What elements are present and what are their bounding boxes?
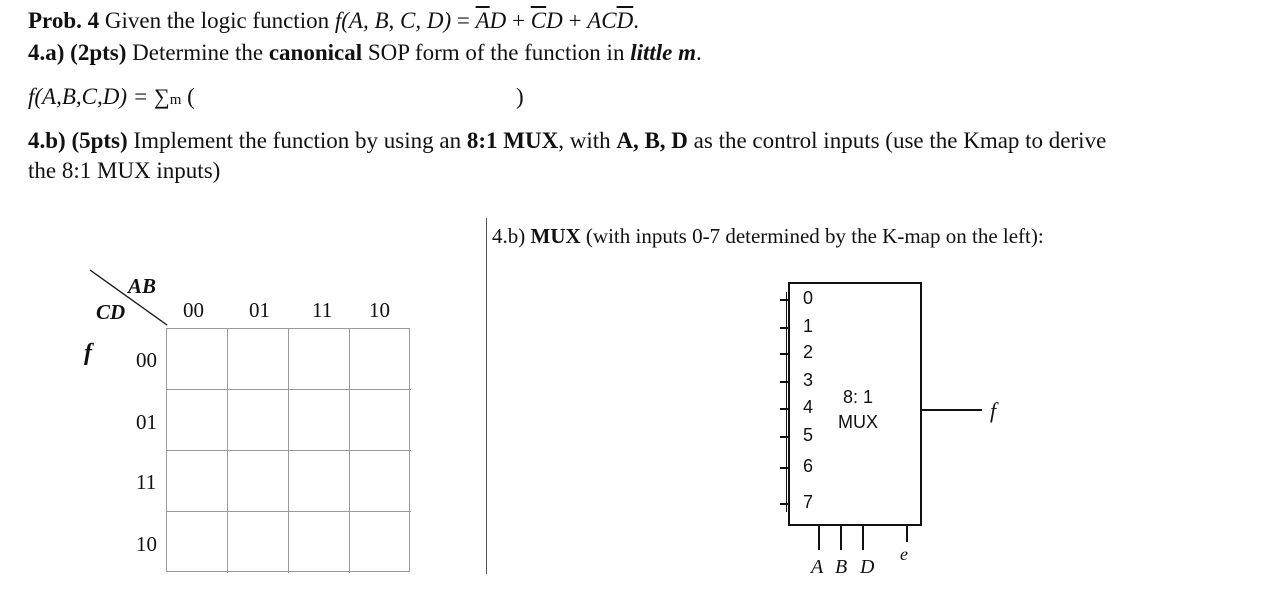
mux-input-label: 3 bbox=[803, 370, 814, 390]
kmap-cell[interactable] bbox=[350, 512, 411, 573]
kmap-cell[interactable] bbox=[228, 390, 289, 451]
mux-select-line-a bbox=[818, 526, 820, 550]
kmap-col-header: 01 bbox=[249, 298, 270, 322]
part-a-text-before: Determine the bbox=[132, 40, 264, 65]
kmap-col-var: AB bbox=[128, 274, 157, 298]
kmap-col-header: 10 bbox=[369, 298, 390, 322]
header-end: . bbox=[633, 8, 639, 33]
mux-input-label: 5 bbox=[803, 425, 814, 445]
kmap-col-header: 00 bbox=[183, 298, 204, 322]
kmap-row-header: 01 bbox=[136, 410, 157, 434]
sop-line bbox=[28, 84, 195, 110]
mux-enable-line bbox=[906, 526, 908, 542]
mux-input-label: 1 bbox=[803, 316, 814, 336]
kmap-cell[interactable] bbox=[167, 390, 228, 451]
kmap-cell[interactable] bbox=[289, 390, 350, 451]
kmap-cell[interactable] bbox=[228, 512, 289, 573]
part-a-bold-word: canonical bbox=[268, 40, 363, 65]
kmap-func-label: f bbox=[84, 340, 92, 366]
term1-rest: D bbox=[489, 8, 507, 33]
term1-barred: $\overline{A}$ bbox=[475, 8, 490, 33]
part-a-text-middle: SOP form of the function in bbox=[367, 40, 625, 65]
mux-input-pin bbox=[780, 408, 790, 410]
intro-text: Given the logic function bbox=[104, 8, 330, 33]
mux-select-label: D bbox=[860, 556, 875, 578]
kmap-cell[interactable] bbox=[289, 329, 350, 390]
mux-select-line-d bbox=[862, 526, 864, 550]
equals-sign: = bbox=[456, 8, 470, 33]
part-b-label: 4.b) (5pts) bbox=[28, 128, 128, 153]
mux-input-pin bbox=[780, 503, 790, 505]
kmap-cell[interactable] bbox=[228, 329, 289, 390]
kmap-col-header: 11 bbox=[312, 298, 333, 322]
part-a-end: . bbox=[696, 40, 702, 65]
sop-close-paren: ) bbox=[516, 84, 524, 109]
mux-input-rail bbox=[786, 292, 787, 512]
mux-title-bold: MUX bbox=[530, 224, 581, 248]
term2-barred: $\overline{C}$ bbox=[530, 8, 547, 33]
mux-input-pin bbox=[780, 381, 790, 383]
mux-enable-label: e bbox=[900, 544, 908, 564]
func-args: (A, B, C, D) bbox=[341, 8, 452, 33]
part-b-text1: Implement the function by using an bbox=[133, 128, 462, 153]
kmap-cell[interactable] bbox=[167, 451, 228, 512]
part-b-text3: as the control inputs (use the Kmap to derive bbox=[693, 128, 1107, 153]
sop-open-paren: ( bbox=[187, 84, 195, 109]
mux-title-rest: (with inputs 0-7 determined by the K-map on the left): bbox=[585, 224, 1044, 248]
mux-input-label: 7 bbox=[803, 492, 814, 512]
part-a-label: 4.a) (2pts) bbox=[28, 40, 127, 65]
part-a-italic-bold: little m bbox=[630, 40, 696, 65]
kmap-cell[interactable] bbox=[350, 329, 411, 390]
kmap-cell[interactable] bbox=[289, 451, 350, 512]
part-b-mux: 8:1 MUX bbox=[466, 128, 559, 153]
section-divider bbox=[486, 218, 487, 574]
kmap-cell[interactable] bbox=[350, 451, 411, 512]
sigma-sub: m bbox=[169, 92, 182, 108]
kmap-row-var: CD bbox=[96, 300, 126, 324]
kmap-cell[interactable] bbox=[289, 512, 350, 573]
mux-section-title bbox=[492, 224, 1044, 249]
part-b bbox=[28, 128, 1106, 154]
sop-lhs: f(A,B,C,D) = bbox=[28, 84, 155, 109]
kmap-row-header: 11 bbox=[136, 470, 157, 494]
part-b-controls: A, B, D bbox=[616, 128, 688, 153]
part-b-text2: , with bbox=[558, 128, 611, 153]
mux-title-prefix: 4.b) bbox=[492, 224, 526, 248]
mux-input-label: 6 bbox=[803, 456, 814, 476]
mux-input-pin bbox=[780, 299, 790, 301]
mux-input-label: 4 bbox=[803, 397, 814, 417]
kmap-cell[interactable] bbox=[350, 390, 411, 451]
kmap-cell[interactable] bbox=[167, 512, 228, 573]
mux-input-pin bbox=[780, 436, 790, 438]
kmap-grid bbox=[166, 328, 410, 572]
mux-input-pin bbox=[780, 327, 790, 329]
term2-rest: D bbox=[546, 8, 563, 33]
mux-select-line-b bbox=[840, 526, 842, 550]
plus-2: + bbox=[568, 8, 582, 33]
kmap-row-header: 00 bbox=[136, 348, 157, 372]
mux-select-label: B bbox=[835, 556, 848, 578]
mux-output-label: f bbox=[990, 398, 997, 423]
kmap-row-header: 10 bbox=[136, 532, 157, 556]
term3-barred: $\overline{D}$ bbox=[616, 8, 634, 33]
mux-input-pin bbox=[780, 353, 790, 355]
kmap-cell[interactable] bbox=[228, 451, 289, 512]
mux-input-label: 2 bbox=[803, 342, 814, 362]
kmap-cell[interactable] bbox=[167, 329, 228, 390]
sigma-symbol: ∑ bbox=[154, 84, 170, 109]
plus-1: + bbox=[512, 8, 526, 33]
mux-label-line1: 8: 1 bbox=[843, 387, 874, 407]
mux-output-line bbox=[922, 409, 982, 411]
problem-header bbox=[28, 8, 639, 34]
func-name: f bbox=[334, 8, 342, 33]
mux-input-label: 0 bbox=[803, 288, 814, 308]
part-b-line2: the 8:1 MUX inputs) bbox=[28, 158, 221, 183]
part-a bbox=[28, 40, 702, 66]
mux-select-label: A bbox=[811, 556, 824, 578]
prob-label: Prob. 4 bbox=[28, 8, 100, 33]
mux-input-pin bbox=[780, 467, 790, 469]
term3-plain: AC bbox=[587, 8, 617, 33]
mux-label-line2: MUX bbox=[838, 412, 878, 432]
